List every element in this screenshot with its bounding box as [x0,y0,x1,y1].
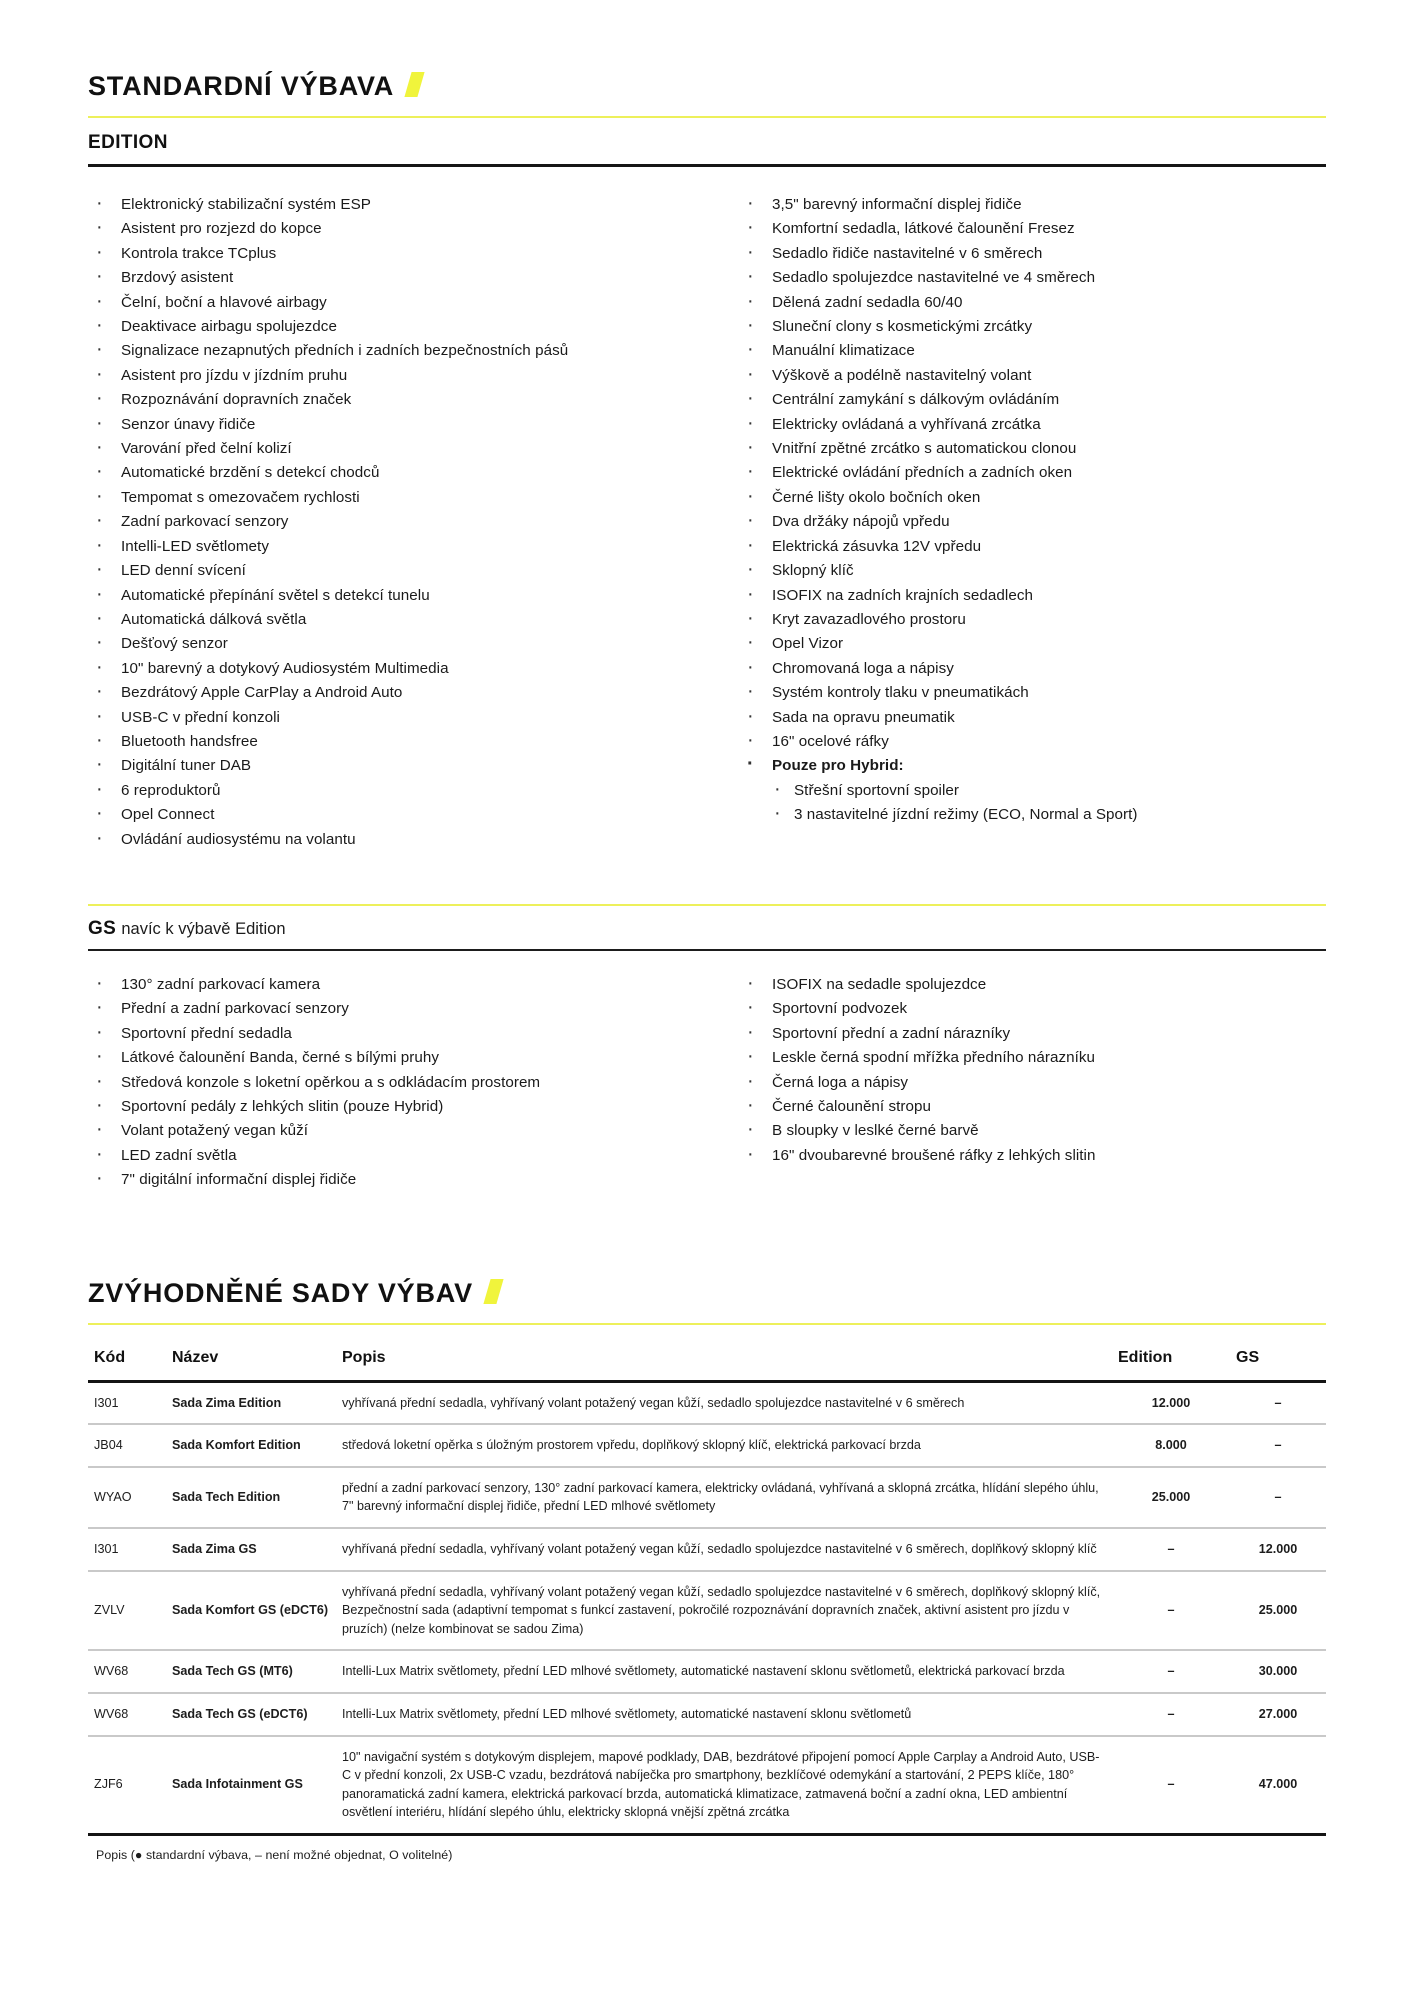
cell-gs-price: 27.000 [1230,1693,1326,1736]
feature-item: · Sportovní pedály z lehkých slitin (pouze Hybrid) [88,1095,707,1119]
yellow-slash-icon-packages [483,1279,503,1304]
spacer-large [88,1203,1326,1277]
table-header-row [88,1335,1326,1382]
feature-item: · Opel Vizor [739,632,1326,656]
feature-item: · Ovládání audiosystému na volantu [88,828,707,852]
feature-item: · Systém kontroly tlaku v pneumatikách [739,681,1326,705]
feature-item: · Vnitřní zpětné zrcátko s automatickou clonou [739,437,1326,461]
cell-description: Intelli-Lux Matrix světlomety, přední LED mlhové světlomety, automatické nastavení sklonu světlometů, elektrická parkovací brzda [336,1650,1112,1693]
feature-item: · Sportovní přední a zadní nárazníky [739,1022,1326,1046]
packages-title: ZVÝHODNĚNÉ SADY VÝBAV [88,1277,473,1308]
cell-name: Sada Komfort Edition [166,1424,336,1467]
hybrid-feature-item: · Střešní sportovní spoiler [772,779,1326,803]
gs-right-list [739,973,1326,1168]
feature-item: · Elektrická zásuvka 12V vpředu [739,535,1326,559]
hybrid-feature-item: · 3 nastavitelné jízdní režimy (ECO, Normal a Sport) [772,803,1326,827]
feature-item: · B sloupky v leslké černé barvě [739,1119,1326,1143]
column-header-edition: Edition [1118,1348,1173,1366]
feature-item: · USB-C v přední konzoli [88,706,707,730]
feature-item: · Tempomat s omezovačem rychlosti [88,486,707,510]
cell-name: Sada Zima Edition [166,1381,336,1424]
feature-item: · Sada na opravu pneumatik [739,706,1326,730]
cell-edition-price: – [1112,1571,1230,1651]
cell-gs-price: 30.000 [1230,1650,1326,1693]
cell-edition-price: 12.000 [1112,1381,1230,1424]
cell-name: Sada Tech GS (eDCT6) [166,1693,336,1736]
cell-gs-price: – [1230,1381,1326,1424]
edition-left-column [88,193,707,852]
cell-name: Sada Tech GS (MT6) [166,1650,336,1693]
cell-edition-price: – [1112,1693,1230,1736]
cell-description: Intelli-Lux Matrix světlomety, přední LED mlhové světlomety, automatické nastavení sklonu světlometů [336,1693,1112,1736]
edition-feature-columns [88,167,1326,874]
standard-equipment-title-row [88,70,1326,102]
packages-table-body [88,1381,1326,1834]
cell-code: ZVLV [88,1571,166,1651]
cell-name: Sada Tech Edition [166,1467,336,1528]
edition-right-list [739,193,1326,828]
feature-item: · Elektrické ovládání předních a zadních oken [739,461,1326,485]
cell-code: JB04 [88,1424,166,1467]
cell-code: I301 [88,1381,166,1424]
feature-item: · Černé čalounění stropu [739,1095,1326,1119]
cell-edition-price: – [1112,1736,1230,1835]
table-row [88,1693,1326,1736]
feature-item: · Sportovní podvozek [739,997,1326,1021]
gs-right-column [707,973,1326,1193]
cell-code: ZJF6 [88,1736,166,1835]
cell-gs-price: – [1230,1467,1326,1528]
feature-item: · Černá loga a nápisy [739,1071,1326,1095]
cell-code: WV68 [88,1650,166,1693]
column-header-name: Název [172,1348,219,1366]
feature-item: · 130° zadní parkovací kamera [88,973,707,997]
feature-item: · Manuální klimatizace [739,339,1326,363]
cell-gs-price: 47.000 [1230,1736,1326,1835]
cell-name: Sada Infotainment GS [166,1736,336,1835]
feature-item: · Asistent pro jízdu v jízdním pruhu [88,364,707,388]
feature-item: · Dešťový senzor [88,632,707,656]
feature-item: · Asistent pro rozjezd do kopce [88,217,707,241]
yellow-slash-icon [405,72,425,97]
feature-item: · Komfortní sedadla, látkové čalounění Fresez [739,217,1326,241]
feature-item: · 3,5" barevný informační displej řidiče [739,193,1326,217]
feature-item: · Automatické brzdění s detekcí chodců [88,461,707,485]
trim-heading-gs [88,906,1326,949]
feature-item: · Dva držáky nápojů vpředu [739,510,1326,534]
feature-item: · Čelní, boční a hlavové airbagy [88,291,707,315]
feature-item: · Černé lišty okolo bočních oken [739,486,1326,510]
spacer [88,874,1326,904]
gs-left-column [88,973,707,1193]
feature-item: · 6 reproduktorů [88,779,707,803]
feature-item: · Kontrola trakce TCplus [88,242,707,266]
feature-item: · ISOFIX na sedadle spolujezdce [739,973,1326,997]
feature-item: · Kryt zavazadlového prostoru [739,608,1326,632]
cell-gs-price: – [1230,1424,1326,1467]
feature-item: · Bluetooth handsfree [88,730,707,754]
gs-feature-columns [88,951,1326,1203]
cell-name: Sada Komfort GS (eDCT6) [166,1571,336,1651]
feature-item: · Sedadlo řidiče nastavitelné v 6 směrech [739,242,1326,266]
table-row [88,1650,1326,1693]
trim-heading-edition: EDITION [88,132,168,153]
feature-item: · Výškově a podélně nastavitelný volant [739,364,1326,388]
cell-code: WV68 [88,1693,166,1736]
table-footnote: Popis (● standardní výbava, – není možné objednat, O volitelné) [96,1847,453,1862]
column-header-gs: GS [1236,1348,1260,1366]
edition-right-column [707,193,1326,852]
cell-gs-price: 12.000 [1230,1528,1326,1571]
table-row [88,1528,1326,1571]
feature-item: · Středová konzole s loketní opěrkou a s odkládacím prostorem [88,1071,707,1095]
feature-item: · 7" digitální informační displej řidiče [88,1168,707,1192]
cell-edition-price: – [1112,1528,1230,1571]
table-row [88,1736,1326,1835]
table-row [88,1424,1326,1467]
feature-item: · Digitální tuner DAB [88,754,707,778]
packages-table [88,1335,1326,1836]
trim-heading-gs-bold: GS [88,917,117,939]
cell-code: I301 [88,1528,166,1571]
cell-gs-price: 25.000 [1230,1571,1326,1651]
table-row [88,1467,1326,1528]
table-row [88,1571,1326,1651]
feature-item: · 16" dvoubarevné broušené ráfky z lehkých slitin [739,1144,1326,1168]
feature-item: · Leskle černá spodní mřížka předního nárazníku [739,1046,1326,1070]
feature-item: · Automatické přepínání světel s detekcí tunelu [88,584,707,608]
feature-item: · 16" ocelové ráfky [739,730,1326,754]
packages-title-row [88,1277,1326,1309]
column-header-code: Kód [94,1348,126,1366]
feature-item: · Zadní parkovací senzory [88,510,707,534]
feature-item: · ISOFIX na zadních krajních sedadlech [739,584,1326,608]
feature-item: · Sklopný klíč [739,559,1326,583]
cell-edition-price: 8.000 [1112,1424,1230,1467]
feature-item: · Bezdrátový Apple CarPlay a Android Auto [88,681,707,705]
feature-item: · Látkové čalounění Banda, černé s bílými pruhy [88,1046,707,1070]
feature-item: · Sedadlo spolujezdce nastavitelné ve 4 směrech [739,266,1326,290]
feature-item: · Signalizace nezapnutých předních i zadních bezpečnostních pásů [88,339,707,363]
feature-item: · Opel Connect [88,803,707,827]
hybrid-group-label: · Pouze pro Hybrid: · Střešní sportovní spoiler · 3 nastavitelné jízdní režimy (ECO, Normal a Sport) [739,754,1326,827]
feature-item: · Sluneční clony s kosmetickými zrcátky [739,315,1326,339]
feature-item: · Deaktivace airbagu spolujezdce [88,315,707,339]
cell-edition-price: 25.000 [1112,1467,1230,1528]
feature-item: · Elektricky ovládaná a vyhřívaná zrcátka [739,413,1326,437]
cell-description: přední a zadní parkovací senzory, 130° zadní parkovací kamera, elektricky ovládaná, vyhřívaná a sklopná zrcátka, hlídání slepého úhlu, 7" barevný informační displej řidiče, přední LED mlhové světlomety [336,1467,1112,1528]
cell-description: středová loketní opěrka s úložným prostorem vpředu, doplňkový sklopný klíč, elektrická parkovací brzda [336,1424,1112,1467]
gs-left-list [88,973,707,1193]
cell-description: 10" navigační systém s dotykovým displejem, mapové podklady, DAB, bezdrátové připojení pomocí Apple Carplay a Android Auto, USB-C v přední konzoli, 2x USB-C vzadu, bezdrátová nabíječka pro smartphony, bezklíčové odemykání a startování, 2 PEPS klíče, 180° panoramatická zadní kamera, elektrická parkovací brzda, automatická klimatizace, zatmavená boční a zadní okna, LED ambientní osvětlení interiéru, hlídání slepého úhlu, elektricky sklopná vnější zpětná zrcátka [336,1736,1112,1835]
hybrid-sub-list [772,779,1326,828]
edition-left-list [88,193,707,852]
cell-name: Sada Zima GS [166,1528,336,1571]
cell-edition-price: – [1112,1650,1230,1693]
feature-item: · 10" barevný a dotykový Audiosystém Multimedia [88,657,707,681]
feature-item: · Volant potažený vegan kůží [88,1119,707,1143]
cell-description: vyhřívaná přední sedadla, vyhřívaný volant potažený vegan kůží, sedadlo spolujezdce nastavitelné v 6 směrech, doplňkový sklopný klíč [336,1528,1112,1571]
table-row [88,1381,1326,1424]
cell-description: vyhřívaná přední sedadla, vyhřívaný volant potažený vegan kůží, sedadlo spolujezdce nastavitelné v 6 směrech [336,1381,1112,1424]
cell-code: WYAO [88,1467,166,1528]
feature-item: · Chromovaná loga a nápisy [739,657,1326,681]
feature-item: · Rozpoznávání dopravních značek [88,388,707,412]
column-header-description: Popis [342,1348,386,1366]
trim-heading-gs-sub: navíc k výbavě Edition [121,919,286,938]
feature-item: · Intelli-LED světlomety [88,535,707,559]
page-title: STANDARDNÍ VÝBAVA [88,71,395,101]
feature-item: · Automatická dálková světla [88,608,707,632]
yellow-divider-packages [88,1323,1326,1325]
cell-description: vyhřívaná přední sedadla, vyhřívaný volant potažený vegan kůží, sedadlo spolujezdce nastavitelné v 6 směrech, doplňkový sklopný klíč, Bezpečnostní sada (adaptivní tempomat s funkcí zastavení, pokročilé rozpoznávání dopravních značek, aktivní asistent pro jízdu v pruzích) (nelze kombinovat se sadou Zima) [336,1571,1112,1651]
feature-item: · Centrální zamykání s dálkovým ovládáním [739,388,1326,412]
packages-table-head [88,1335,1326,1382]
feature-item: · Elektronický stabilizační systém ESP [88,193,707,217]
feature-item: · Brzdový asistent [88,266,707,290]
feature-item: · Varování před čelní kolizí [88,437,707,461]
feature-item: · Senzor únavy řidiče [88,413,707,437]
feature-item: · Dělená zadní sedadla 60/40 [739,291,1326,315]
feature-item: · Sportovní přední sedadla [88,1022,707,1046]
feature-item: · Přední a zadní parkovací senzory [88,997,707,1021]
feature-item: · LED zadní světla [88,1144,707,1168]
feature-item: · LED denní svícení [88,559,707,583]
